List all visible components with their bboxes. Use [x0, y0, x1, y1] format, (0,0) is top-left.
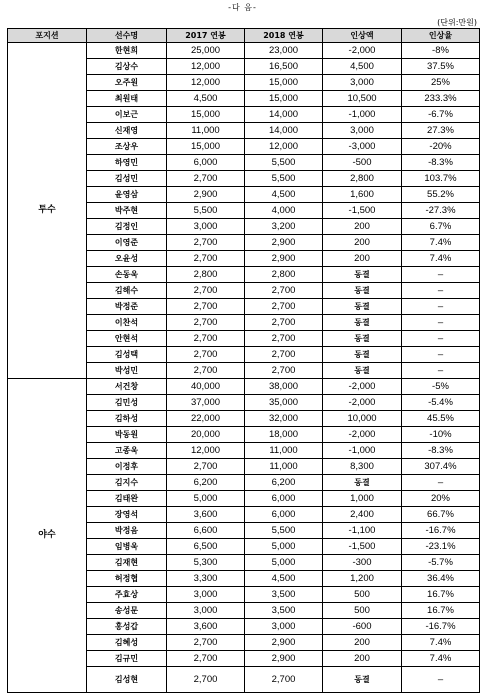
- salary-2017-cell: 22,000: [167, 411, 245, 427]
- player-name-cell: 오윤성: [87, 251, 167, 267]
- salary-2018-cell: 5,500: [245, 155, 323, 171]
- salary-2017-cell: 25,000: [167, 43, 245, 59]
- raise-amount-cell: -2,000: [323, 395, 402, 411]
- salary-2018-cell: 6,200: [245, 475, 323, 491]
- raise-amount-cell: 2,800: [323, 171, 402, 187]
- raise-rate-cell: 7.4%: [402, 251, 480, 267]
- salary-2017-cell: 37,000: [167, 395, 245, 411]
- raise-amount-cell: -2,000: [323, 43, 402, 59]
- salary-2018-cell: 4,000: [245, 203, 323, 219]
- raise-amount-cell: -1,500: [323, 539, 402, 555]
- raise-rate-cell: -5.4%: [402, 395, 480, 411]
- salary-2017-cell: 2,700: [167, 299, 245, 315]
- salary-2018-cell: 18,000: [245, 427, 323, 443]
- raise-amount-cell: 200: [323, 251, 402, 267]
- position-cell: 투수: [8, 43, 87, 379]
- salary-2018-cell: 5,500: [245, 523, 323, 539]
- salary-2017-cell: 6,000: [167, 155, 245, 171]
- player-name-cell: 김성현: [87, 667, 167, 693]
- salary-2017-cell: 2,900: [167, 187, 245, 203]
- salary-2017-cell: 3,600: [167, 619, 245, 635]
- salary-2017-cell: 20,000: [167, 427, 245, 443]
- raise-rate-cell: –: [402, 363, 480, 379]
- salary-2017-cell: 11,000: [167, 123, 245, 139]
- column-header-raise-amount: 인상액: [323, 29, 402, 43]
- player-name-cell: 신재영: [87, 123, 167, 139]
- salary-2017-cell: 2,700: [167, 171, 245, 187]
- raise-amount-cell: 200: [323, 219, 402, 235]
- salary-2017-cell: 2,700: [167, 635, 245, 651]
- raise-rate-cell: –: [402, 315, 480, 331]
- salary-2017-cell: 2,700: [167, 363, 245, 379]
- raise-amount-cell: -500: [323, 155, 402, 171]
- player-name-cell: 이찬석: [87, 315, 167, 331]
- raise-amount-cell: -1,100: [323, 523, 402, 539]
- raise-rate-cell: -23.1%: [402, 539, 480, 555]
- salary-2018-cell: 2,700: [245, 363, 323, 379]
- salary-2018-cell: 35,000: [245, 395, 323, 411]
- raise-rate-cell: -16.7%: [402, 523, 480, 539]
- raise-amount-cell: 10,500: [323, 91, 402, 107]
- raise-amount-cell: 동결: [323, 347, 402, 363]
- salary-2017-cell: 5,500: [167, 203, 245, 219]
- player-name-cell: 김혜성: [87, 635, 167, 651]
- salary-2018-cell: 2,900: [245, 635, 323, 651]
- salary-2017-cell: 3,300: [167, 571, 245, 587]
- raise-rate-cell: 27.3%: [402, 123, 480, 139]
- salary-2017-cell: 2,700: [167, 251, 245, 267]
- raise-amount-cell: 200: [323, 635, 402, 651]
- table-header-row: [8, 29, 480, 43]
- raise-amount-cell: 4,500: [323, 59, 402, 75]
- player-name-cell: 김성택: [87, 347, 167, 363]
- salary-2018-cell: 6,000: [245, 507, 323, 523]
- raise-rate-cell: –: [402, 667, 480, 693]
- raise-amount-cell: 2,400: [323, 507, 402, 523]
- player-name-cell: 박주현: [87, 203, 167, 219]
- raise-rate-cell: 20%: [402, 491, 480, 507]
- raise-rate-cell: -8.3%: [402, 443, 480, 459]
- salary-2018-cell: 15,000: [245, 75, 323, 91]
- raise-amount-cell: 10,000: [323, 411, 402, 427]
- raise-amount-cell: 동결: [323, 475, 402, 491]
- raise-amount-cell: 동결: [323, 283, 402, 299]
- player-name-cell: 박성민: [87, 363, 167, 379]
- raise-amount-cell: -1,500: [323, 203, 402, 219]
- raise-rate-cell: 7.4%: [402, 235, 480, 251]
- player-name-cell: 김상수: [87, 59, 167, 75]
- raise-amount-cell: 동결: [323, 267, 402, 283]
- player-name-cell: 고종욱: [87, 443, 167, 459]
- salary-2018-cell: 6,000: [245, 491, 323, 507]
- player-name-cell: 박정준: [87, 299, 167, 315]
- table-row: [8, 379, 480, 395]
- raise-rate-cell: 7.4%: [402, 635, 480, 651]
- salary-2018-cell: 2,900: [245, 235, 323, 251]
- player-name-cell: 김태완: [87, 491, 167, 507]
- raise-amount-cell: -2,000: [323, 379, 402, 395]
- player-name-cell: 김하성: [87, 411, 167, 427]
- player-name-cell: 이영준: [87, 235, 167, 251]
- column-header-salary-2017: 2017 연봉: [167, 29, 245, 43]
- salary-2018-cell: 3,200: [245, 219, 323, 235]
- player-name-cell: 김해수: [87, 283, 167, 299]
- column-header-position: 포지션: [8, 29, 87, 43]
- raise-rate-cell: -16.7%: [402, 619, 480, 635]
- document-title: -다 음-: [228, 3, 257, 12]
- raise-rate-cell: 6.7%: [402, 219, 480, 235]
- player-name-cell: 이정후: [87, 459, 167, 475]
- player-name-cell: 김규민: [87, 651, 167, 667]
- salary-2018-cell: 11,000: [245, 459, 323, 475]
- raise-rate-cell: –: [402, 267, 480, 283]
- salary-2018-cell: 38,000: [245, 379, 323, 395]
- player-name-cell: 오주원: [87, 75, 167, 91]
- raise-rate-cell: 16.7%: [402, 587, 480, 603]
- player-name-cell: 주효상: [87, 587, 167, 603]
- salary-2018-cell: 2,700: [245, 315, 323, 331]
- salary-2017-cell: 6,600: [167, 523, 245, 539]
- salary-2018-cell: 11,000: [245, 443, 323, 459]
- table-row: [8, 43, 480, 59]
- salary-2018-cell: 5,000: [245, 539, 323, 555]
- salary-2017-cell: 12,000: [167, 59, 245, 75]
- salary-2017-cell: 6,500: [167, 539, 245, 555]
- salary-2018-cell: 32,000: [245, 411, 323, 427]
- raise-rate-cell: -10%: [402, 427, 480, 443]
- raise-rate-cell: -8.3%: [402, 155, 480, 171]
- player-name-cell: 송성문: [87, 603, 167, 619]
- player-name-cell: 이보근: [87, 107, 167, 123]
- raise-rate-cell: 55.2%: [402, 187, 480, 203]
- raise-amount-cell: 동결: [323, 299, 402, 315]
- player-name-cell: 김재현: [87, 555, 167, 571]
- salary-2018-cell: 2,700: [245, 347, 323, 363]
- unit-label: (단위:만원): [437, 18, 477, 27]
- salary-2018-cell: 2,700: [245, 331, 323, 347]
- salary-2017-cell: 2,700: [167, 331, 245, 347]
- raise-rate-cell: 307.4%: [402, 459, 480, 475]
- raise-amount-cell: -1,000: [323, 107, 402, 123]
- raise-amount-cell: 8,300: [323, 459, 402, 475]
- salary-2017-cell: 5,000: [167, 491, 245, 507]
- salary-2018-cell: 3,000: [245, 619, 323, 635]
- raise-rate-cell: -27.3%: [402, 203, 480, 219]
- player-name-cell: 김지수: [87, 475, 167, 491]
- raise-amount-cell: -600: [323, 619, 402, 635]
- player-name-cell: 한현희: [87, 43, 167, 59]
- salary-2018-cell: 3,500: [245, 587, 323, 603]
- raise-rate-cell: 16.7%: [402, 603, 480, 619]
- raise-rate-cell: –: [402, 347, 480, 363]
- column-header-raise-rate: 인상율: [402, 29, 480, 43]
- raise-rate-cell: 233.3%: [402, 91, 480, 107]
- player-name-cell: 홍성갑: [87, 619, 167, 635]
- salary-2017-cell: 2,700: [167, 347, 245, 363]
- player-name-cell: 조상우: [87, 139, 167, 155]
- raise-amount-cell: 동결: [323, 331, 402, 347]
- raise-rate-cell: -6.7%: [402, 107, 480, 123]
- raise-rate-cell: 36.4%: [402, 571, 480, 587]
- position-cell: 야수: [8, 379, 87, 693]
- raise-amount-cell: 3,000: [323, 123, 402, 139]
- player-name-cell: 박동원: [87, 427, 167, 443]
- raise-amount-cell: 200: [323, 651, 402, 667]
- player-name-cell: 손동욱: [87, 267, 167, 283]
- raise-amount-cell: 1,600: [323, 187, 402, 203]
- salary-2018-cell: 14,000: [245, 107, 323, 123]
- player-name-cell: 박정음: [87, 523, 167, 539]
- salary-2018-cell: 5,000: [245, 555, 323, 571]
- player-name-cell: 최원태: [87, 91, 167, 107]
- raise-rate-cell: –: [402, 283, 480, 299]
- player-name-cell: 임병욱: [87, 539, 167, 555]
- raise-rate-cell: –: [402, 299, 480, 315]
- player-name-cell: 허정협: [87, 571, 167, 587]
- salary-2018-cell: 2,700: [245, 299, 323, 315]
- player-name-cell: 서건창: [87, 379, 167, 395]
- table-body: [8, 43, 480, 693]
- raise-amount-cell: 500: [323, 587, 402, 603]
- player-name-cell: 하영민: [87, 155, 167, 171]
- player-name-cell: 장영석: [87, 507, 167, 523]
- salary-2017-cell: 2,700: [167, 315, 245, 331]
- salary-2017-cell: 6,200: [167, 475, 245, 491]
- salary-2017-cell: 12,000: [167, 75, 245, 91]
- raise-amount-cell: -1,000: [323, 443, 402, 459]
- salary-2017-cell: 12,000: [167, 443, 245, 459]
- salary-2017-cell: 3,000: [167, 219, 245, 235]
- salary-2017-cell: 5,300: [167, 555, 245, 571]
- raise-rate-cell: -5%: [402, 379, 480, 395]
- salary-2018-cell: 3,500: [245, 603, 323, 619]
- raise-rate-cell: 103.7%: [402, 171, 480, 187]
- salary-2017-cell: 2,700: [167, 283, 245, 299]
- salary-2017-cell: 15,000: [167, 107, 245, 123]
- raise-rate-cell: 25%: [402, 75, 480, 91]
- raise-rate-cell: –: [402, 475, 480, 491]
- salary-2018-cell: 5,500: [245, 171, 323, 187]
- salary-2017-cell: 2,700: [167, 651, 245, 667]
- raise-amount-cell: 3,000: [323, 75, 402, 91]
- raise-amount-cell: 동결: [323, 315, 402, 331]
- player-name-cell: 김정인: [87, 219, 167, 235]
- salary-2017-cell: 40,000: [167, 379, 245, 395]
- salary-2017-cell: 2,800: [167, 267, 245, 283]
- raise-amount-cell: 1,000: [323, 491, 402, 507]
- raise-amount-cell: -3,000: [323, 139, 402, 155]
- salary-2017-cell: 2,700: [167, 459, 245, 475]
- raise-rate-cell: -20%: [402, 139, 480, 155]
- salary-table: [7, 28, 480, 693]
- salary-2018-cell: 23,000: [245, 43, 323, 59]
- player-name-cell: 안현석: [87, 331, 167, 347]
- salary-2018-cell: 12,000: [245, 139, 323, 155]
- raise-rate-cell: 45.5%: [402, 411, 480, 427]
- salary-2017-cell: 3,000: [167, 587, 245, 603]
- salary-2017-cell: 4,500: [167, 91, 245, 107]
- raise-amount-cell: 동결: [323, 667, 402, 693]
- raise-rate-cell: –: [402, 331, 480, 347]
- salary-2018-cell: 4,500: [245, 571, 323, 587]
- column-header-salary-2018: 2018 연봉: [245, 29, 323, 43]
- salary-2017-cell: 3,000: [167, 603, 245, 619]
- raise-rate-cell: 7.4%: [402, 651, 480, 667]
- raise-amount-cell: 500: [323, 603, 402, 619]
- player-name-cell: 김민성: [87, 395, 167, 411]
- raise-amount-cell: 동결: [323, 363, 402, 379]
- raise-amount-cell: -2,000: [323, 427, 402, 443]
- raise-amount-cell: -300: [323, 555, 402, 571]
- salary-2017-cell: 3,600: [167, 507, 245, 523]
- raise-amount-cell: 200: [323, 235, 402, 251]
- salary-2018-cell: 2,700: [245, 667, 323, 693]
- salary-2017-cell: 2,700: [167, 667, 245, 693]
- salary-2017-cell: 2,700: [167, 235, 245, 251]
- salary-2018-cell: 2,700: [245, 283, 323, 299]
- column-header-player: 선수명: [87, 29, 167, 43]
- salary-2018-cell: 2,900: [245, 251, 323, 267]
- player-name-cell: 윤영삼: [87, 187, 167, 203]
- salary-2018-cell: 4,500: [245, 187, 323, 203]
- raise-amount-cell: 1,200: [323, 571, 402, 587]
- salary-2018-cell: 2,900: [245, 651, 323, 667]
- raise-rate-cell: -5.7%: [402, 555, 480, 571]
- salary-2018-cell: 14,000: [245, 123, 323, 139]
- raise-rate-cell: 66.7%: [402, 507, 480, 523]
- salary-2018-cell: 16,500: [245, 59, 323, 75]
- raise-rate-cell: -8%: [402, 43, 480, 59]
- player-name-cell: 김성민: [87, 171, 167, 187]
- raise-rate-cell: 37.5%: [402, 59, 480, 75]
- salary-2017-cell: 15,000: [167, 139, 245, 155]
- salary-2018-cell: 15,000: [245, 91, 323, 107]
- salary-2018-cell: 2,800: [245, 267, 323, 283]
